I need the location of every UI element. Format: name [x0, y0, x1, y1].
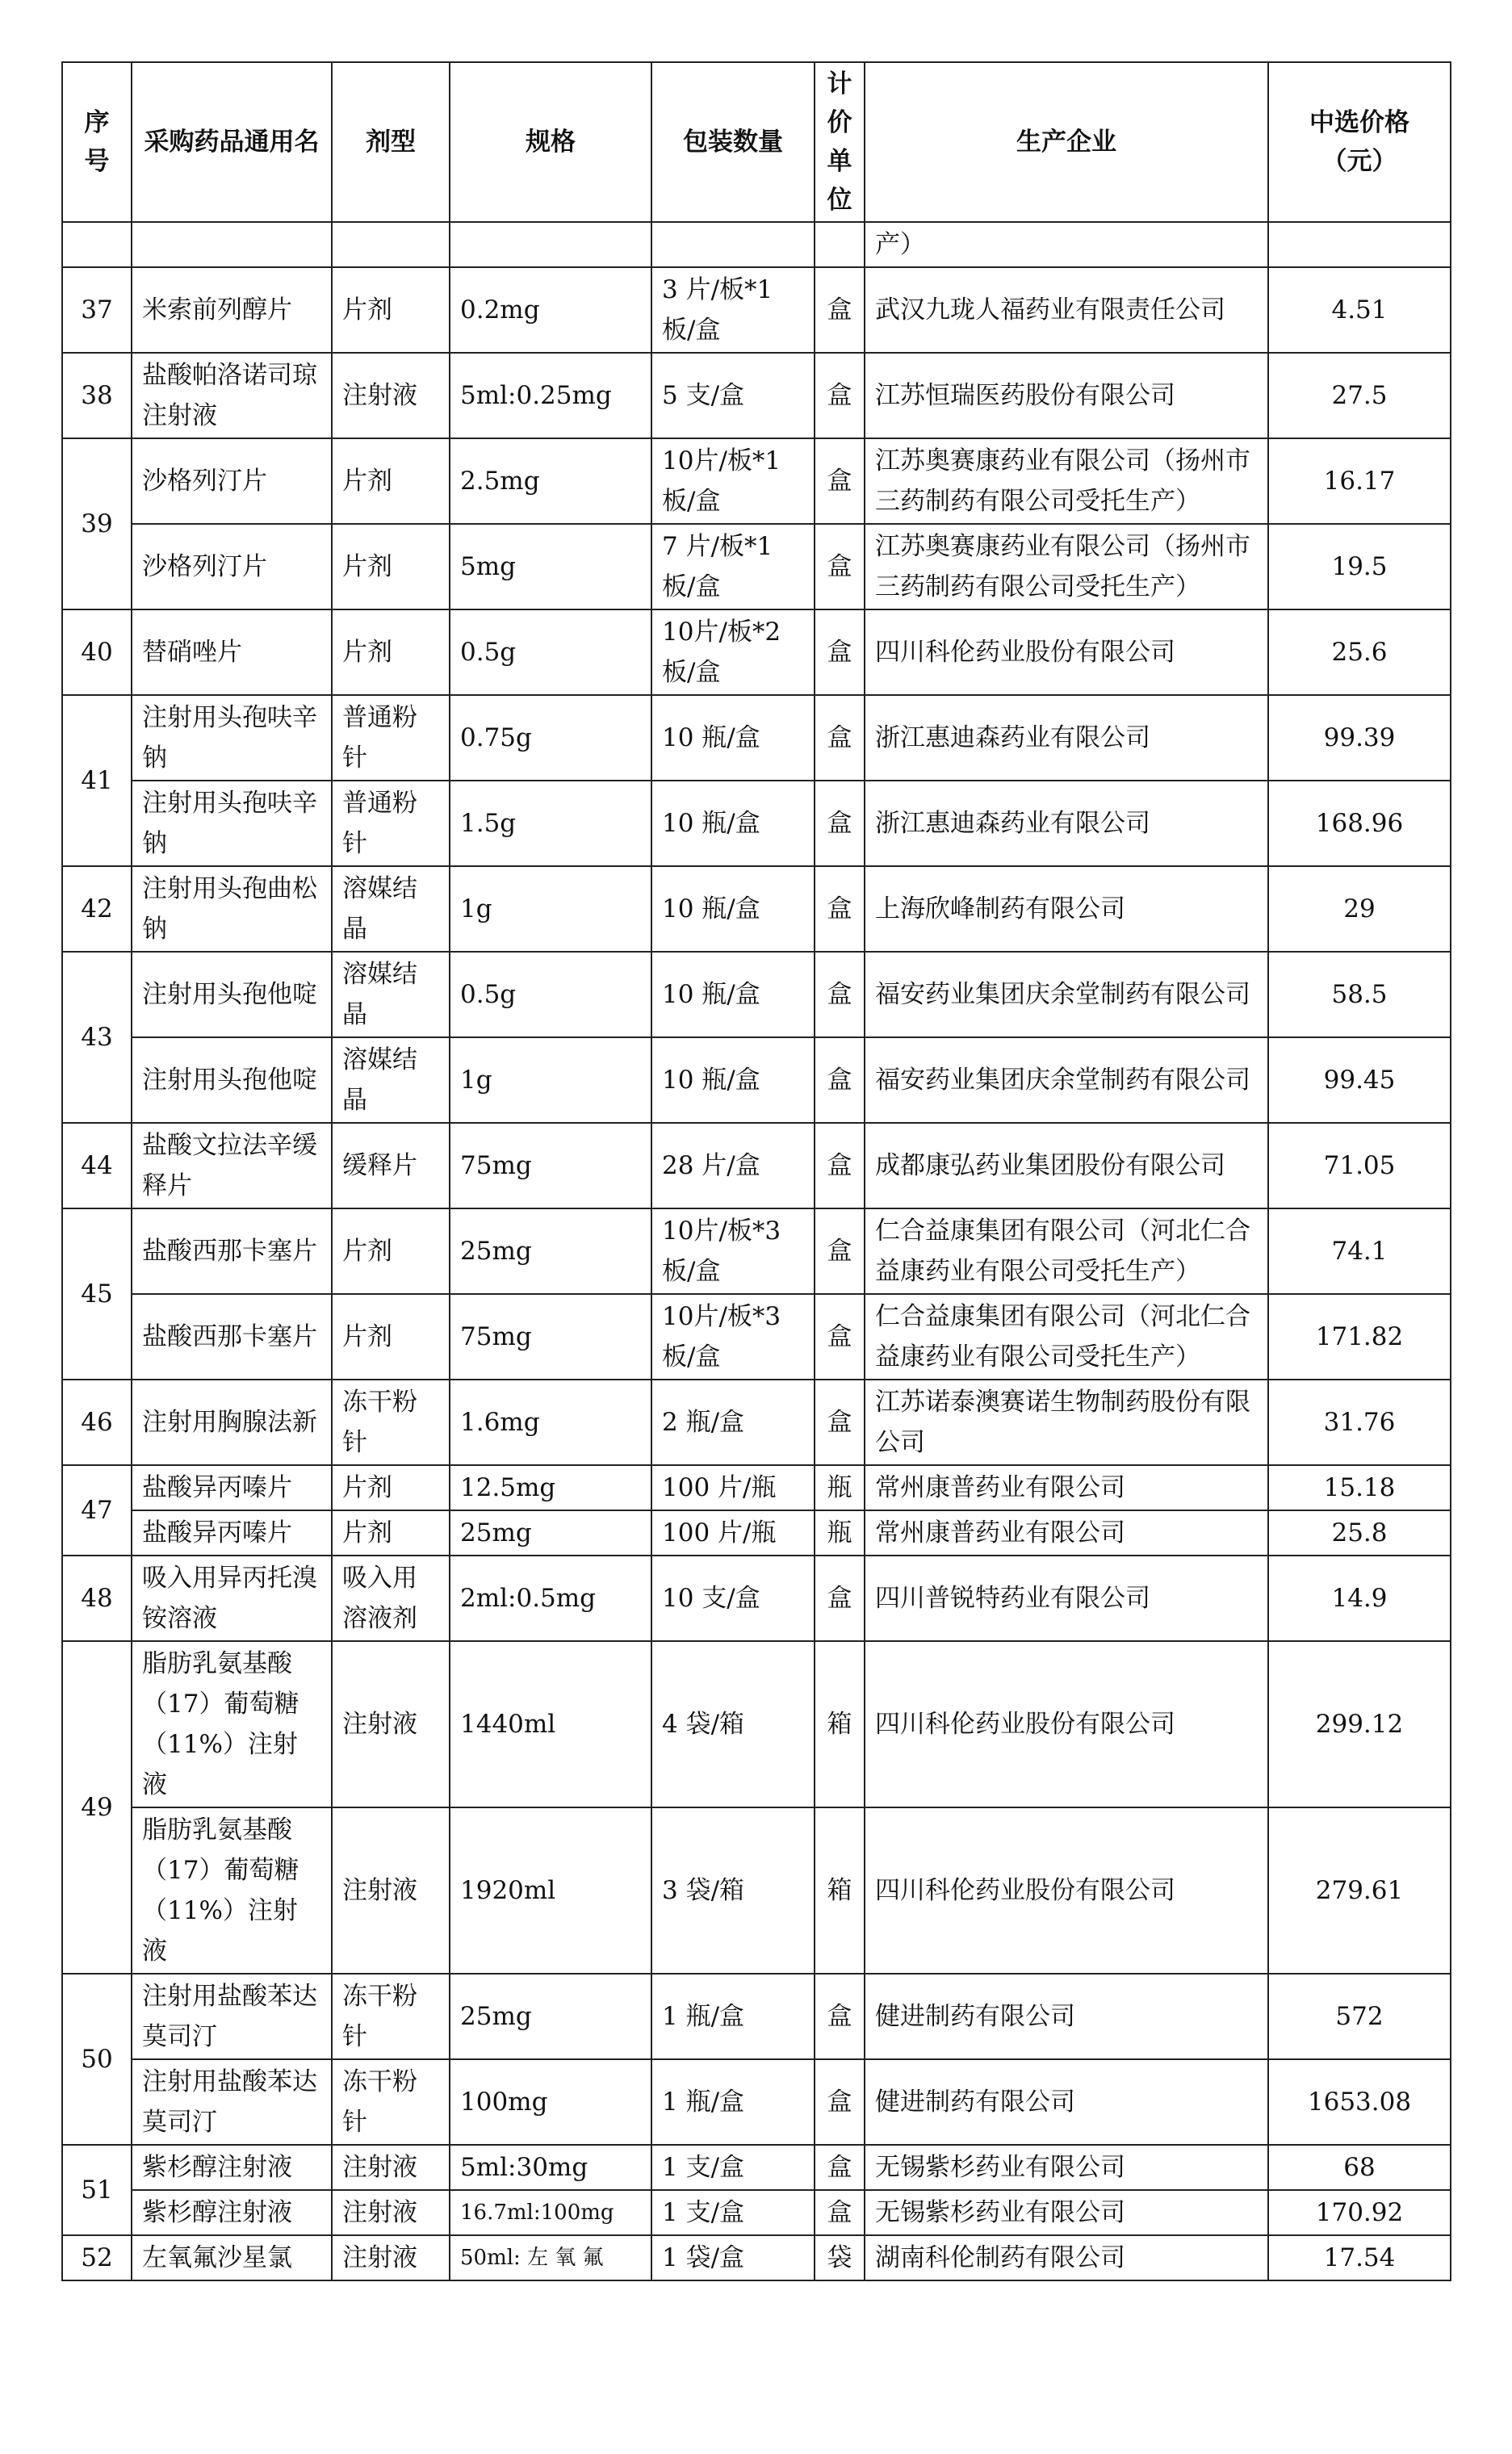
cell-no: 48: [62, 1556, 132, 1641]
cell-price: 572: [1268, 1974, 1451, 2059]
cell-maker: 四川科伦药业股份有限公司: [865, 609, 1268, 695]
cell-pack: 10片/板*3板/盒: [651, 1208, 815, 1294]
cell-no: 50: [62, 1974, 132, 2145]
table-row: [62, 438, 1451, 524]
cell-name: 注射用头孢曲松钠: [132, 866, 332, 952]
cell-price: 99.45: [1268, 1037, 1451, 1123]
cell-pack: 1 支/盒: [651, 2190, 815, 2235]
cell-unit: 盒: [815, 695, 865, 781]
cell-name: 米索前列醇片: [132, 267, 332, 353]
cell-spec: 2.5mg: [450, 438, 651, 524]
cell-price: 15.18: [1268, 1465, 1451, 1510]
cell-maker: 健进制药有限公司: [865, 1974, 1268, 2059]
cell-maker: 江苏诺泰澳赛诺生物制药股份有限公司: [865, 1380, 1268, 1465]
table-row: [62, 1556, 1451, 1641]
cell-pack: 28 片/盒: [651, 1123, 815, 1208]
cell-name: 盐酸帕洛诺司琼注射液: [132, 353, 332, 438]
header-spec: 规格: [450, 62, 651, 222]
cell-name: 替硝唑片: [132, 609, 332, 695]
table-row: [62, 1807, 1451, 1974]
cell-no: 46: [62, 1380, 132, 1465]
cell-pack: 5 支/盒: [651, 353, 815, 438]
cell-name: 注射用胸腺法新: [132, 1380, 332, 1465]
table-row: [62, 353, 1451, 438]
cell-no: 49: [62, 1641, 132, 1974]
cell-maker: 福安药业集团庆余堂制药有限公司: [865, 952, 1268, 1037]
cell-maker: 福安药业集团庆余堂制药有限公司: [865, 1037, 1268, 1123]
cell-name: 盐酸西那卡塞片: [132, 1294, 332, 1380]
cell-maker: 健进制药有限公司: [865, 2059, 1268, 2145]
cell-no: 43: [62, 952, 132, 1123]
cell-price: 71.05: [1268, 1123, 1451, 1208]
cell-maker: 无锡紫杉药业有限公司: [865, 2190, 1268, 2235]
cell-form: 注射液: [332, 1807, 450, 1974]
cell-pack: 7 片/板*1板/盒: [651, 524, 815, 609]
cell-no: 39: [62, 438, 132, 609]
cell-no: 47: [62, 1465, 132, 1556]
header-name: 采购药品通用名: [132, 62, 332, 222]
drug-procurement-table: [61, 61, 1451, 2281]
cell-unit: 盒: [815, 353, 865, 438]
cell-unit: 盒: [815, 866, 865, 952]
cell-unit: 盒: [815, 1294, 865, 1380]
cell-unit: 盒: [815, 1123, 865, 1208]
table-row: [62, 2235, 1451, 2280]
table-body: [62, 222, 1451, 2280]
cell-maker: 无锡紫杉药业有限公司: [865, 2145, 1268, 2190]
cell-pack: 10 瓶/盒: [651, 866, 815, 952]
cell-spec: 0.5g: [450, 609, 651, 695]
cell-pack: 3 袋/箱: [651, 1807, 815, 1974]
cell-no: [62, 222, 132, 267]
cell-form: 片剂: [332, 1208, 450, 1294]
cell-price: 170.92: [1268, 2190, 1451, 2235]
cell-unit: 箱: [815, 1641, 865, 1807]
cell-unit: 盒: [815, 781, 865, 866]
cell-pack: 1 瓶/盒: [651, 1974, 815, 2059]
cell-name: 盐酸西那卡塞片: [132, 1208, 332, 1294]
cell-unit: 盒: [815, 267, 865, 353]
cell-spec: 5ml:30mg: [450, 2145, 651, 2190]
cell-price: 68: [1268, 2145, 1451, 2190]
table-row: [62, 1510, 1451, 1556]
cell-form: 缓释片: [332, 1123, 450, 1208]
table-row: [62, 1123, 1451, 1208]
cell-price: 25.6: [1268, 609, 1451, 695]
cell-form: 片剂: [332, 1510, 450, 1556]
table-row: [62, 1208, 1451, 1294]
cell-unit: 箱: [815, 1807, 865, 1974]
cell-spec: 0.75g: [450, 695, 651, 781]
cell-unit: 盒: [815, 952, 865, 1037]
cell-form: 片剂: [332, 524, 450, 609]
cell-name: 注射用头孢呋辛钠: [132, 695, 332, 781]
cell-name: 盐酸异丙嗪片: [132, 1465, 332, 1510]
cell-spec: 25mg: [450, 1510, 651, 1556]
cell-price: 74.1: [1268, 1208, 1451, 1294]
cell-pack: 100 片/瓶: [651, 1510, 815, 1556]
cell-form: 片剂: [332, 267, 450, 353]
cell-pack: 10 支/盒: [651, 1556, 815, 1641]
cell-name: 注射用头孢呋辛钠: [132, 781, 332, 866]
cell-maker: 成都康弘药业集团股份有限公司: [865, 1123, 1268, 1208]
cell-price: 4.51: [1268, 267, 1451, 353]
cell-maker: 常州康普药业有限公司: [865, 1465, 1268, 1510]
cell-maker: 江苏奥赛康药业有限公司（扬州市三药制药有限公司受托生产）: [865, 524, 1268, 609]
cell-pack: 10 瓶/盒: [651, 695, 815, 781]
cell-price: 25.8: [1268, 1510, 1451, 1556]
cell-spec: 16.7ml:100mg: [450, 2190, 651, 2235]
cell-maker: 浙江惠迪森药业有限公司: [865, 695, 1268, 781]
cell-spec: 2ml:0.5mg: [450, 1556, 651, 1641]
cell-no: 51: [62, 2145, 132, 2235]
table-row: [62, 2059, 1451, 2145]
cell-name: 左氧氟沙星氯: [132, 2235, 332, 2280]
header-row: [62, 62, 1451, 222]
cell-unit: 盒: [815, 1974, 865, 2059]
cell-maker: 仁合益康集团有限公司（河北仁合益康药业有限公司受托生产）: [865, 1208, 1268, 1294]
cell-spec: 100mg: [450, 2059, 651, 2145]
cell-price: 19.5: [1268, 524, 1451, 609]
cell-pack: 10 瓶/盒: [651, 1037, 815, 1123]
carryover-row: [62, 222, 1451, 267]
cell-price: 168.96: [1268, 781, 1451, 866]
cell-form: 吸入用溶液剂: [332, 1556, 450, 1641]
header-form: 剂型: [332, 62, 450, 222]
table-row: [62, 695, 1451, 781]
cell-unit: 盒: [815, 609, 865, 695]
cell-pack: 10 瓶/盒: [651, 781, 815, 866]
table-row: [62, 524, 1451, 609]
cell-no: 38: [62, 353, 132, 438]
header-unit: 计价单位: [815, 62, 865, 222]
cell-spec: 25mg: [450, 1208, 651, 1294]
cell-name: 紫杉醇注射液: [132, 2190, 332, 2235]
cell-maker: 四川科伦药业股份有限公司: [865, 1641, 1268, 1807]
cell-no: 41: [62, 695, 132, 866]
cell-name: 注射用头孢他啶: [132, 1037, 332, 1123]
cell-maker: 江苏奥赛康药业有限公司（扬州市三药制药有限公司受托生产）: [865, 438, 1268, 524]
cell-form: 片剂: [332, 438, 450, 524]
cell-form: 片剂: [332, 609, 450, 695]
cell-form: 溶媒结晶: [332, 952, 450, 1037]
cell-no: 42: [62, 866, 132, 952]
cell-pack: [651, 222, 815, 267]
header-no: 序号: [62, 62, 132, 222]
cell-price: 299.12: [1268, 1641, 1451, 1807]
cell-price: 17.54: [1268, 2235, 1451, 2280]
cell-maker: 四川普锐特药业有限公司: [865, 1556, 1268, 1641]
cell-spec: 25mg: [450, 1974, 651, 2059]
cell-spec: 5ml:0.25mg: [450, 353, 651, 438]
cell-spec: 12.5mg: [450, 1465, 651, 1510]
cell-maker: 江苏恒瑞医药股份有限公司: [865, 353, 1268, 438]
cell-form: 注射液: [332, 1641, 450, 1807]
cell-no: 44: [62, 1123, 132, 1208]
cell-pack: 10片/板*1板/盒: [651, 438, 815, 524]
cell-form: 片剂: [332, 1465, 450, 1510]
cell-form: 普通粉针: [332, 695, 450, 781]
cell-price: 14.9: [1268, 1556, 1451, 1641]
cell-price: [1268, 222, 1451, 267]
cell-price: 1653.08: [1268, 2059, 1451, 2145]
table-row: [62, 1294, 1451, 1380]
cell-maker: 武汉九珑人福药业有限责任公司: [865, 267, 1268, 353]
header-price: 中选价格（元）: [1268, 62, 1451, 222]
cell-spec: 1.6mg: [450, 1380, 651, 1465]
cell-pack: 1 支/盒: [651, 2145, 815, 2190]
cell-pack: 10片/板*2板/盒: [651, 609, 815, 695]
cell-name: 沙格列汀片: [132, 438, 332, 524]
cell-form: 注射液: [332, 353, 450, 438]
header-pack: 包装数量: [651, 62, 815, 222]
cell-unit: 瓶: [815, 1510, 865, 1556]
cell-name: 吸入用异丙托溴铵溶液: [132, 1556, 332, 1641]
cell-spec: 0.2mg: [450, 267, 651, 353]
cell-form: 冻干粉针: [332, 2059, 450, 2145]
cell-unit: 盒: [815, 1556, 865, 1641]
table-row: [62, 1974, 1451, 2059]
cell-form: 注射液: [332, 2145, 450, 2190]
cell-price: 99.39: [1268, 695, 1451, 781]
cell-unit: 盒: [815, 2145, 865, 2190]
cell-pack: 100 片/瓶: [651, 1465, 815, 1510]
cell-name: 盐酸文拉法辛缓释片: [132, 1123, 332, 1208]
cell-name: 盐酸异丙嗪片: [132, 1510, 332, 1556]
cell-no: 37: [62, 267, 132, 353]
cell-form: 溶媒结晶: [332, 866, 450, 952]
cell-pack: 4 袋/箱: [651, 1641, 815, 1807]
table-row: [62, 1641, 1451, 1807]
cell-form: 注射液: [332, 2190, 450, 2235]
cell-name: 脂肪乳氨基酸（17）葡萄糖（11%）注射液: [132, 1641, 332, 1807]
cell-unit: 盒: [815, 438, 865, 524]
cell-maker: 产）: [865, 222, 1268, 267]
cell-form: 片剂: [332, 1294, 450, 1380]
cell-name: 脂肪乳氨基酸（17）葡萄糖（11%）注射液: [132, 1807, 332, 1974]
cell-unit: 瓶: [815, 1465, 865, 1510]
cell-price: 29: [1268, 866, 1451, 952]
header-maker: 生产企业: [865, 62, 1268, 222]
cell-maker: 浙江惠迪森药业有限公司: [865, 781, 1268, 866]
cell-unit: 盒: [815, 2059, 865, 2145]
cell-name: 注射用盐酸苯达莫司汀: [132, 2059, 332, 2145]
cell-spec: 75mg: [450, 1123, 651, 1208]
cell-unit: 盒: [815, 2190, 865, 2235]
cell-price: 31.76: [1268, 1380, 1451, 1465]
cell-maker: 上海欣峰制药有限公司: [865, 866, 1268, 952]
cell-spec: 1.5g: [450, 781, 651, 866]
table-row: [62, 781, 1451, 866]
cell-spec: 5mg: [450, 524, 651, 609]
cell-form: 冻干粉针: [332, 1380, 450, 1465]
cell-spec: 75mg: [450, 1294, 651, 1380]
cell-name: 紫杉醇注射液: [132, 2145, 332, 2190]
cell-no: 52: [62, 2235, 132, 2280]
cell-unit: 盒: [815, 1037, 865, 1123]
table-row: [62, 952, 1451, 1037]
cell-pack: 2 瓶/盒: [651, 1380, 815, 1465]
cell-unit: [815, 222, 865, 267]
cell-spec: 1920ml: [450, 1807, 651, 1974]
cell-pack: 1 袋/盒: [651, 2235, 815, 2280]
cell-maker: 四川科伦药业股份有限公司: [865, 1807, 1268, 1974]
cell-maker: 湖南科伦制药有限公司: [865, 2235, 1268, 2280]
cell-spec: 0.5g: [450, 952, 651, 1037]
cell-pack: 10 瓶/盒: [651, 952, 815, 1037]
cell-spec: 50ml: 左 氧 氟: [450, 2235, 651, 2280]
cell-pack: 1 瓶/盒: [651, 2059, 815, 2145]
cell-pack: 3 片/板*1板/盒: [651, 267, 815, 353]
cell-price: 58.5: [1268, 952, 1451, 1037]
table-row: [62, 609, 1451, 695]
table-row: [62, 866, 1451, 952]
cell-name: [132, 222, 332, 267]
cell-maker: 常州康普药业有限公司: [865, 1510, 1268, 1556]
cell-price: 16.17: [1268, 438, 1451, 524]
cell-maker: 仁合益康集团有限公司（河北仁合益康药业有限公司受托生产）: [865, 1294, 1268, 1380]
cell-name: 沙格列汀片: [132, 524, 332, 609]
cell-spec: 1g: [450, 866, 651, 952]
cell-price: 279.61: [1268, 1807, 1451, 1974]
cell-no: 40: [62, 609, 132, 695]
cell-unit: 盒: [815, 524, 865, 609]
table-row: [62, 1465, 1451, 1510]
table-row: [62, 2145, 1451, 2190]
cell-unit: 袋: [815, 2235, 865, 2280]
cell-spec: 1440ml: [450, 1641, 651, 1807]
cell-name: 注射用头孢他啶: [132, 952, 332, 1037]
cell-no: 45: [62, 1208, 132, 1380]
cell-form: 冻干粉针: [332, 1974, 450, 2059]
cell-form: 溶媒结晶: [332, 1037, 450, 1123]
cell-name: 注射用盐酸苯达莫司汀: [132, 1974, 332, 2059]
table-row: [62, 1380, 1451, 1465]
cell-form: [332, 222, 450, 267]
table-row: [62, 267, 1451, 353]
cell-unit: 盒: [815, 1380, 865, 1465]
cell-price: 171.82: [1268, 1294, 1451, 1380]
cell-price: 27.5: [1268, 353, 1451, 438]
table-row: [62, 1037, 1451, 1123]
cell-pack: 10片/板*3板/盒: [651, 1294, 815, 1380]
cell-spec: [450, 222, 651, 267]
cell-form: 普通粉针: [332, 781, 450, 866]
cell-unit: 盒: [815, 1208, 865, 1294]
cell-form: 注射液: [332, 2235, 450, 2280]
cell-spec: 1g: [450, 1037, 651, 1123]
table-row: [62, 2190, 1451, 2235]
